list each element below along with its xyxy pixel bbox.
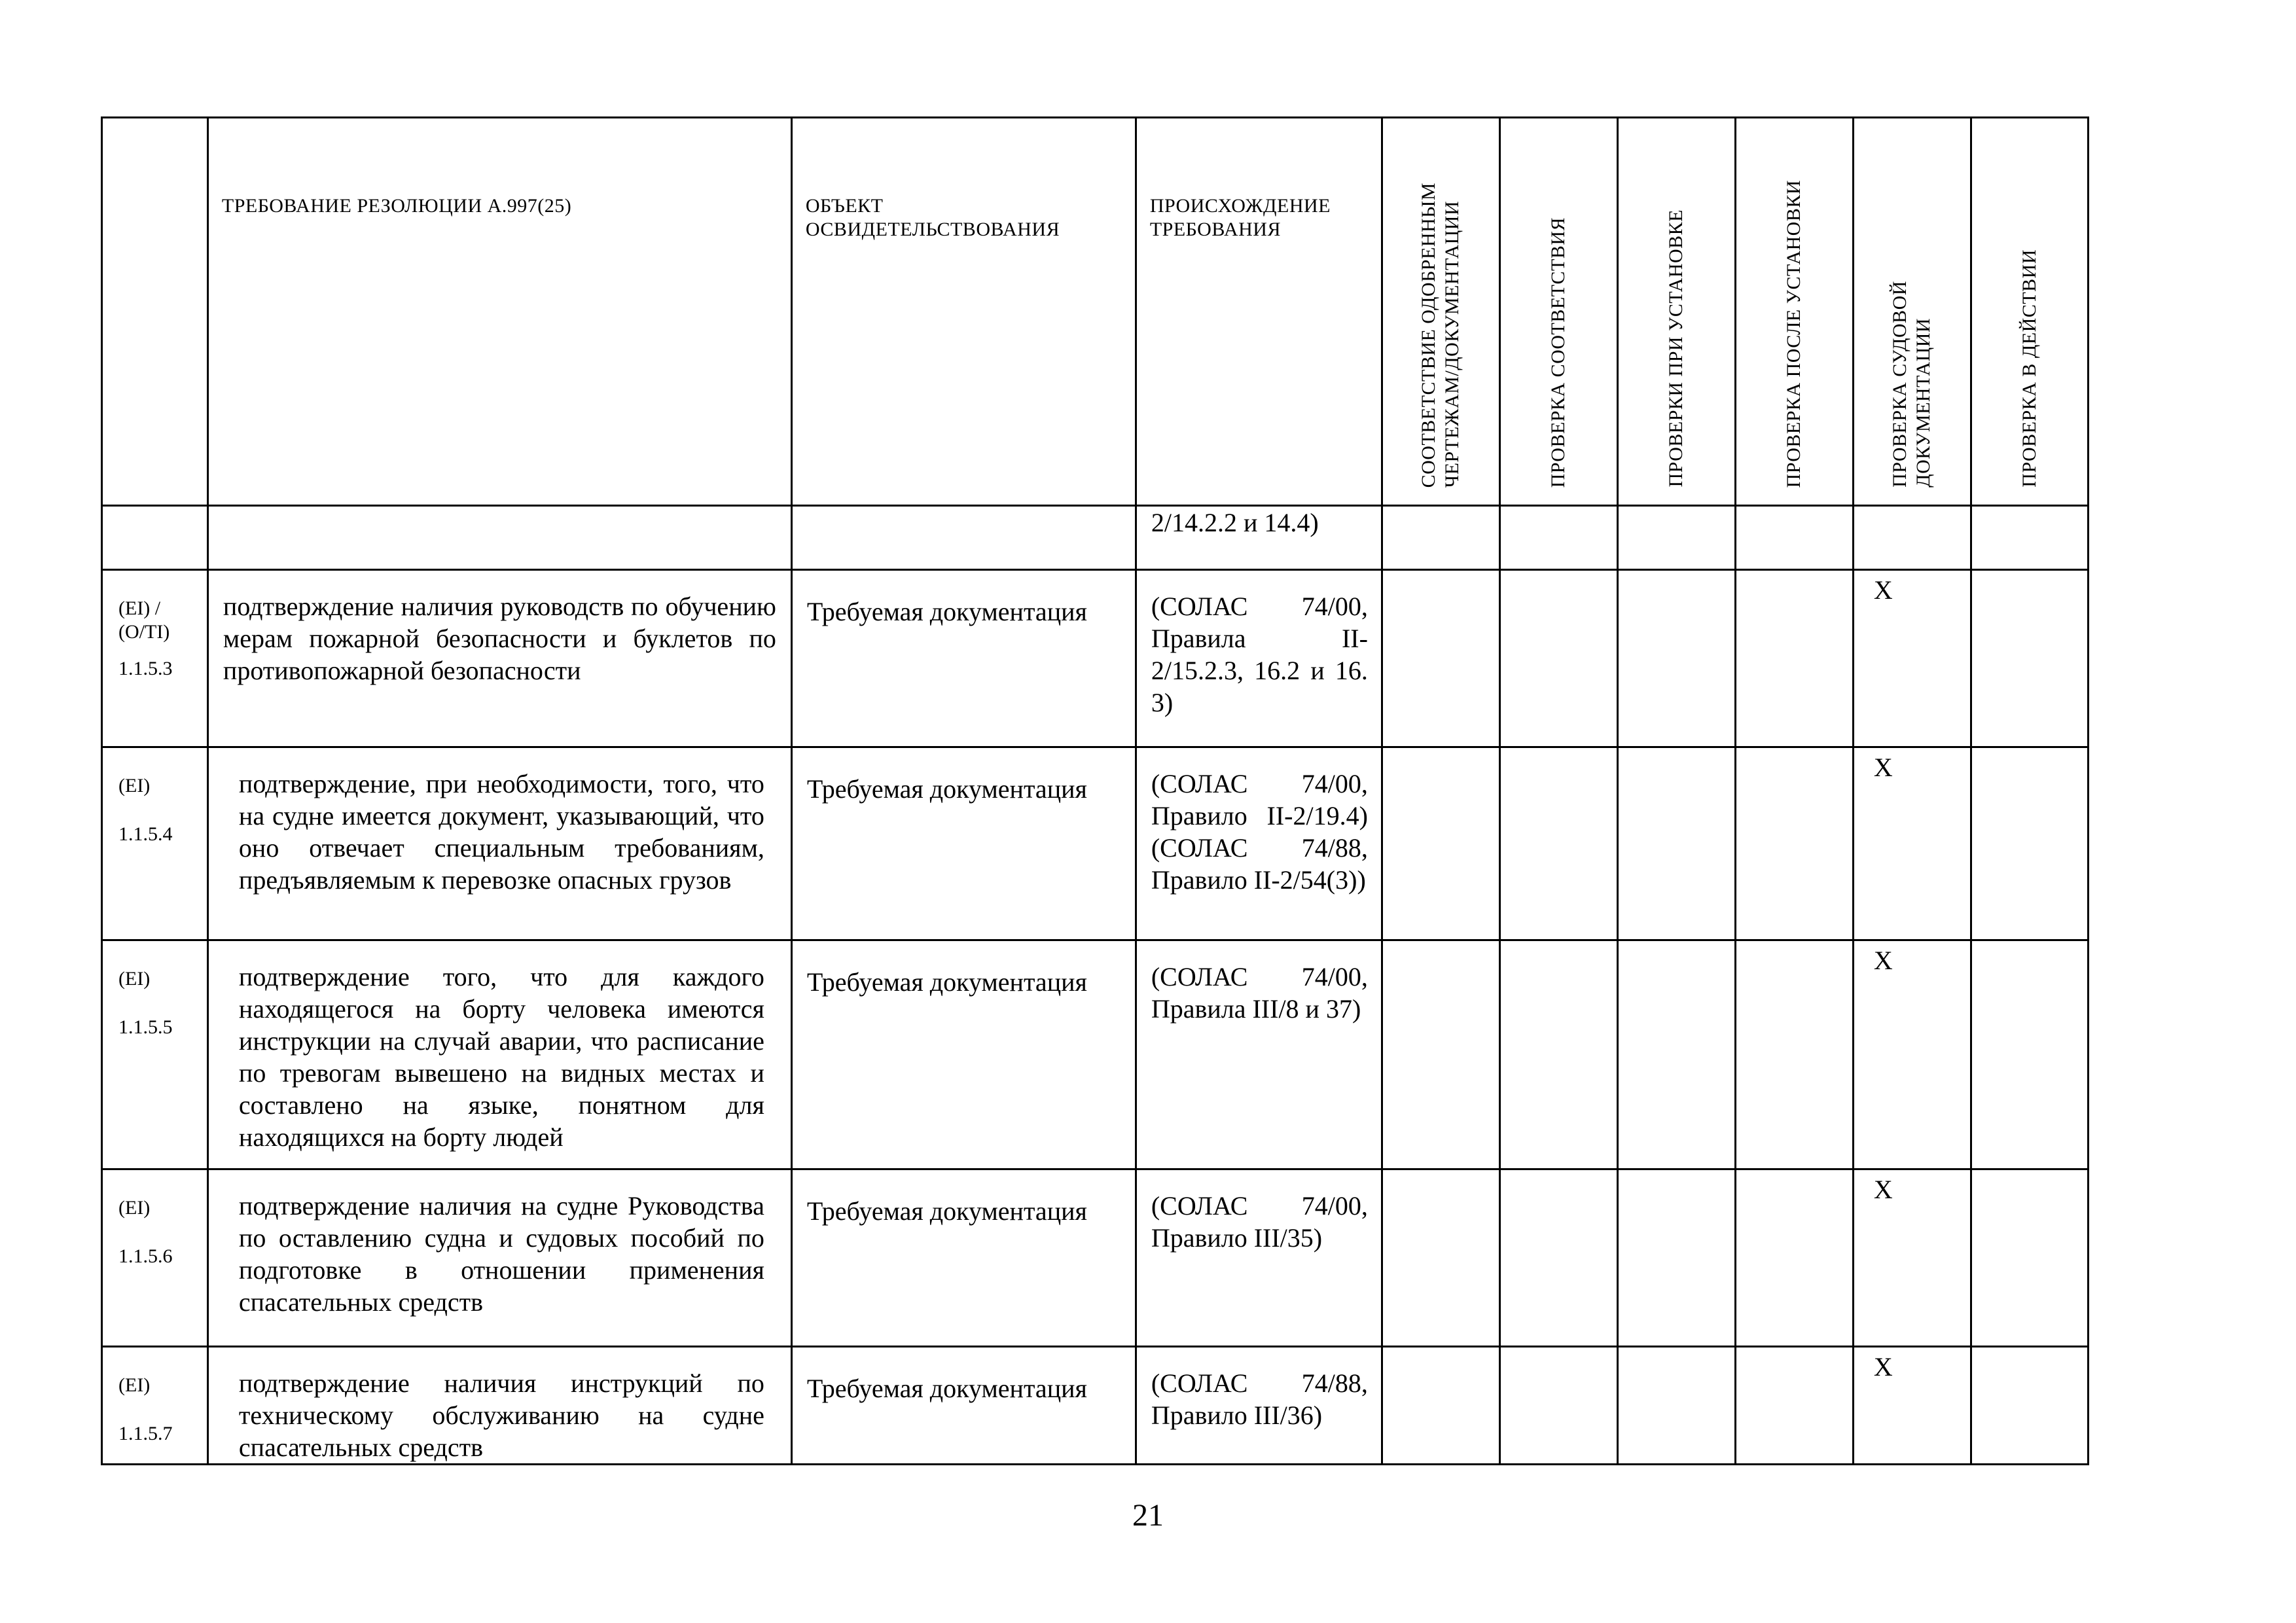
- continuation-origin: 2/14.2.2 и 14.4): [1136, 506, 1382, 570]
- row-code: (EI) 1.1.5.6: [102, 1169, 208, 1347]
- row-requirement: подтверждение наличия инструкций по техническому обслуживанию на судне спасательных средств: [207, 1347, 791, 1465]
- requirements-table: [101, 116, 2089, 1465]
- row-object: Требуемая документация: [791, 747, 1136, 940]
- row-requirement: подтверждение, при необходимости, того, что на судне имеется документ, указывающий, что оно отвечает специальным требованиям, предъявляемым к перевозке опасных грузов: [207, 747, 791, 940]
- header-row: [102, 118, 2089, 506]
- row-mark-ship-docs: X: [1853, 747, 1971, 940]
- row-code: (EI) / (O/TI) 1.1.5.3: [102, 570, 208, 747]
- row-object: Требуемая документация: [791, 570, 1136, 747]
- header-requirement: ТРЕБОВАНИЕ РЕЗОЛЮЦИИ А.997(25): [207, 118, 791, 506]
- row-code: (EI) 1.1.5.5: [102, 940, 208, 1169]
- row-requirement: подтверждение наличия руководств по обучению мерам пожарной безопасности и буклетов по противопожарной безопасности: [207, 570, 791, 747]
- row-mark-ship-docs: X: [1853, 940, 1971, 1169]
- header-check-ship-docs: ПРОВЕРКА СУДОВОЙ ДОКУМЕНТАЦИИ: [1853, 118, 1971, 506]
- row-requirement: подтверждение наличия на судне Руководства по оставлению судна и судовых пособий по подготовке в отношении применения спасательных средств: [207, 1169, 791, 1347]
- row-origin: (СОЛАС 74/00, Правило II-2/19.4) (СОЛАС 74/88, Правило II-2/54(3)): [1136, 747, 1382, 940]
- table-row: [102, 1347, 2089, 1465]
- row-origin: (СОЛАС 74/00, Правило III/35): [1136, 1169, 1382, 1347]
- row-object: Требуемая документация: [791, 1169, 1136, 1347]
- table-row: [102, 940, 2089, 1169]
- page-number: 21: [1132, 1498, 1164, 1533]
- header-check-conformity: ПРОВЕРКА СООТВЕТСТВИЯ: [1499, 118, 1617, 506]
- row-object: Требуемая документация: [791, 940, 1136, 1169]
- row-origin: (СОЛАС 74/00, Правила III/8 и 37): [1136, 940, 1382, 1169]
- header-check-drawings: СООТВЕТСТВИЕ ОДОБРЕННЫМ ЧЕРТЕЖАМ/ДОКУМЕНТАЦИИ: [1382, 118, 1499, 506]
- header-check-install: ПРОВЕРКИ ПРИ УСТАНОВКЕ: [1617, 118, 1735, 506]
- continuation-row: [102, 506, 2089, 570]
- table-row: [102, 1169, 2089, 1347]
- header-code-cell: [102, 118, 208, 506]
- row-object: Требуемая документация: [791, 1347, 1136, 1465]
- row-code: (EI) 1.1.5.7: [102, 1347, 208, 1465]
- row-origin: (СОЛАС 74/00, Правила II-2/15.2.3, 16.2 и 16. 3): [1136, 570, 1382, 747]
- row-mark-ship-docs: X: [1853, 1169, 1971, 1347]
- row-code: (EI) 1.1.5.4: [102, 747, 208, 940]
- header-check-after-install: ПРОВЕРКА ПОСЛЕ УСТАНОВКИ: [1735, 118, 1853, 506]
- row-origin: (СОЛАС 74/88, Правило III/36): [1136, 1347, 1382, 1465]
- header-origin: ПРОИСХОЖДЕНИЕ ТРЕБОВАНИЯ: [1136, 118, 1382, 506]
- header-object: ОБЪЕКТ ОСВИДЕТЕЛЬСТВОВАНИЯ: [791, 118, 1136, 506]
- header-check-action: ПРОВЕРКА В ДЕЙСТВИИ: [1971, 118, 2088, 506]
- table-row: [102, 570, 2089, 747]
- row-mark-ship-docs: X: [1853, 570, 1971, 747]
- row-requirement: подтверждение того, что для каждого находящегося на борту человека имеются инструкции на случай аварии, что расписание по тревогам вывешено на видных местах и составлено на языке, понятном для находящихся на борту людей: [207, 940, 791, 1169]
- row-mark-ship-docs: X: [1853, 1347, 1971, 1465]
- table-row: [102, 747, 2089, 940]
